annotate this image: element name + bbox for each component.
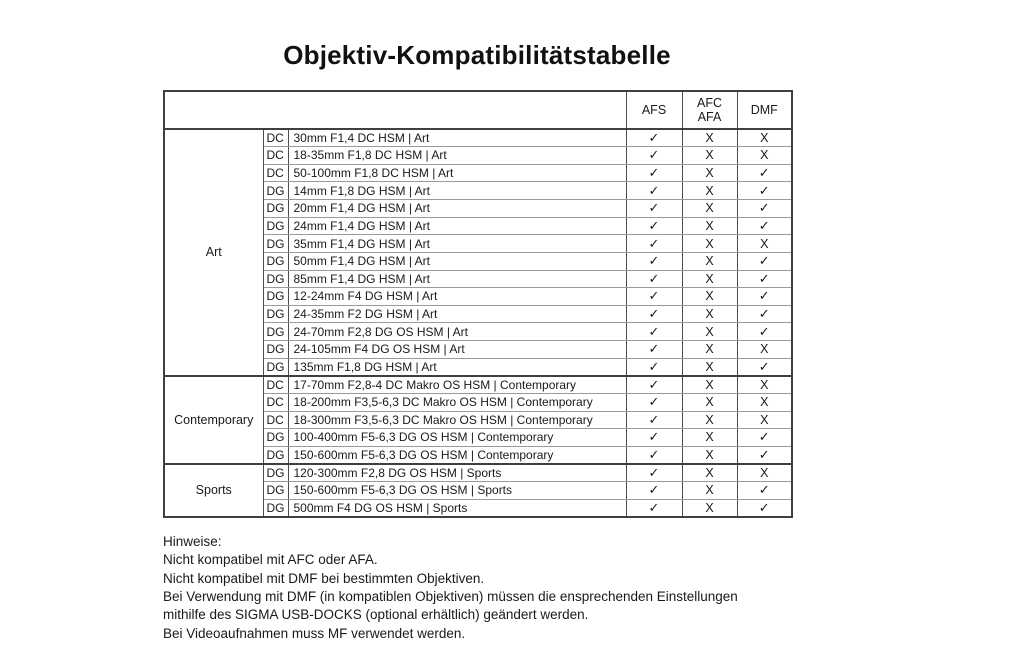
- afc-afa-mark-cell: [682, 147, 737, 165]
- afs-mark-cell: [626, 129, 682, 147]
- category-cell-contemporary: Contemporary: [164, 376, 263, 464]
- check-mark-icon: ✓: [758, 165, 770, 181]
- afs-mark-cell: [626, 217, 682, 235]
- dmf-mark-cell: [737, 182, 792, 200]
- header-row: [164, 91, 792, 129]
- afs-mark-cell: [626, 464, 682, 482]
- afc-afa-mark-cell: [682, 358, 737, 376]
- check-mark-icon: ✓: [648, 130, 660, 146]
- x-mark-icon: X: [705, 183, 714, 198]
- lens-name-cell: 18-35mm F1,8 DC HSM | Art: [288, 147, 626, 165]
- afs-mark-cell: [626, 499, 682, 517]
- column-header-dmf-label: DMF: [750, 103, 778, 117]
- lens-type-cell: DC: [263, 376, 288, 394]
- lens-name-cell: 85mm F1,4 DG HSM | Art: [288, 270, 626, 288]
- lens-type-cell: DG: [263, 499, 288, 517]
- lens-name-cell: 17-70mm F2,8-4 DC Makro OS HSM | Contemporary: [288, 376, 626, 394]
- table-row: [164, 129, 792, 147]
- lens-type-cell: DG: [263, 182, 288, 200]
- lens-name-cell: 20mm F1,4 DG HSM | Art: [288, 200, 626, 218]
- lens-type-cell: DC: [263, 411, 288, 429]
- dmf-mark-cell: [737, 235, 792, 253]
- table-row: [164, 464, 792, 482]
- lens-name-cell: 50-100mm F1,8 DC HSM | Art: [288, 164, 626, 182]
- afc-afa-mark-cell: [682, 288, 737, 306]
- afc-afa-mark-cell: [682, 482, 737, 500]
- check-mark-icon: ✓: [648, 358, 660, 374]
- dmf-mark-cell: [737, 252, 792, 270]
- check-mark-icon: ✓: [758, 306, 770, 322]
- lens-name-cell: 120-300mm F2,8 DG OS HSM | Sports: [288, 464, 626, 482]
- x-mark-icon: X: [705, 148, 714, 163]
- dmf-mark-cell: [737, 288, 792, 306]
- afs-mark-cell: [626, 164, 682, 182]
- category-cell-art: Art: [164, 129, 263, 376]
- afs-mark-cell: [626, 341, 682, 359]
- x-mark-icon: X: [760, 148, 769, 163]
- check-mark-icon: ✓: [648, 200, 660, 216]
- afc-afa-mark-cell: [682, 464, 737, 482]
- notes-heading: Hinweise:: [163, 533, 222, 549]
- x-mark-icon: X: [705, 254, 714, 269]
- afs-mark-cell: [626, 358, 682, 376]
- note-line: Nicht kompatibel mit DMF bei bestimmten Objektiven.: [163, 570, 485, 586]
- check-mark-icon: ✓: [758, 217, 770, 233]
- x-mark-icon: X: [760, 395, 769, 410]
- lens-type-cell: DG: [263, 482, 288, 500]
- afc-afa-mark-cell: [682, 129, 737, 147]
- dmf-mark-cell: [737, 305, 792, 323]
- column-header-afc-label: AFC: [697, 96, 722, 110]
- check-mark-icon: ✓: [758, 429, 770, 445]
- lens-type-cell: DG: [263, 235, 288, 253]
- lens-name-cell: 150-600mm F5-6,3 DG OS HSM | Contemporary: [288, 446, 626, 464]
- afc-afa-mark-cell: [682, 393, 737, 411]
- lens-name-cell: 500mm F4 DG OS HSM | Sports: [288, 499, 626, 517]
- lens-type-cell: DC: [263, 147, 288, 165]
- x-mark-icon: X: [705, 359, 714, 374]
- dmf-mark-cell: [737, 446, 792, 464]
- note-line: Bei Verwendung mit DMF (in kompatiblen Objektiven) müssen die ensprechenden Einstellungen: [163, 588, 738, 604]
- x-mark-icon: X: [705, 166, 714, 181]
- table-corner-cell: [164, 91, 626, 129]
- dmf-mark-cell: [737, 411, 792, 429]
- dmf-mark-cell: [737, 358, 792, 376]
- afc-afa-mark-cell: [682, 182, 737, 200]
- lens-type-cell: DG: [263, 252, 288, 270]
- x-mark-icon: X: [705, 500, 714, 515]
- x-mark-icon: X: [705, 201, 714, 216]
- check-mark-icon: ✓: [648, 482, 660, 498]
- x-mark-icon: X: [705, 307, 714, 322]
- check-mark-icon: ✓: [758, 270, 770, 286]
- content-area: [163, 0, 923, 643]
- afs-mark-cell: [626, 482, 682, 500]
- lens-type-cell: DG: [263, 288, 288, 306]
- x-mark-icon: X: [760, 465, 769, 480]
- check-mark-icon: ✓: [648, 394, 660, 410]
- afs-mark-cell: [626, 182, 682, 200]
- check-mark-icon: ✓: [648, 499, 660, 515]
- afs-mark-cell: [626, 323, 682, 341]
- afs-mark-cell: [626, 376, 682, 394]
- check-mark-icon: ✓: [758, 482, 770, 498]
- afc-afa-mark-cell: [682, 217, 737, 235]
- check-mark-icon: ✓: [648, 235, 660, 251]
- x-mark-icon: X: [705, 289, 714, 304]
- check-mark-icon: ✓: [758, 182, 770, 198]
- dmf-mark-cell: [737, 217, 792, 235]
- page-title: Objektiv-Kompatibilitätstabelle: [283, 40, 671, 70]
- lens-type-cell: DG: [263, 217, 288, 235]
- lens-type-cell: DG: [263, 305, 288, 323]
- afs-mark-cell: [626, 305, 682, 323]
- note-line: Bei Videoaufnahmen muss MF verwendet werden.: [163, 625, 466, 641]
- x-mark-icon: X: [760, 412, 769, 427]
- x-mark-icon: X: [705, 430, 714, 445]
- dmf-mark-cell: [737, 464, 792, 482]
- check-mark-icon: ✓: [648, 446, 660, 462]
- notes: [163, 533, 923, 643]
- check-mark-icon: ✓: [758, 358, 770, 374]
- lens-type-cell: DG: [263, 200, 288, 218]
- lens-type-cell: DC: [263, 164, 288, 182]
- afc-afa-mark-cell: [682, 164, 737, 182]
- check-mark-icon: ✓: [648, 306, 660, 322]
- category-cell-sports: Sports: [164, 464, 263, 517]
- x-mark-icon: X: [760, 131, 769, 146]
- column-header-afs: [626, 91, 682, 129]
- x-mark-icon: X: [705, 218, 714, 233]
- dmf-mark-cell: [737, 499, 792, 517]
- dmf-mark-cell: [737, 147, 792, 165]
- afc-afa-mark-cell: [682, 323, 737, 341]
- check-mark-icon: ✓: [648, 217, 660, 233]
- afs-mark-cell: [626, 393, 682, 411]
- lens-type-cell: DC: [263, 393, 288, 411]
- lens-type-cell: DG: [263, 341, 288, 359]
- afs-mark-cell: [626, 411, 682, 429]
- x-mark-icon: X: [705, 447, 714, 462]
- dmf-mark-cell: [737, 482, 792, 500]
- afc-afa-mark-cell: [682, 305, 737, 323]
- lens-name-cell: 12-24mm F4 DG HSM | Art: [288, 288, 626, 306]
- lens-name-cell: 35mm F1,4 DG HSM | Art: [288, 235, 626, 253]
- check-mark-icon: ✓: [648, 376, 660, 392]
- dmf-mark-cell: [737, 129, 792, 147]
- afs-mark-cell: [626, 235, 682, 253]
- dmf-mark-cell: [737, 164, 792, 182]
- lens-type-cell: DG: [263, 323, 288, 341]
- afc-afa-mark-cell: [682, 200, 737, 218]
- table-body: [164, 129, 792, 517]
- check-mark-icon: ✓: [648, 341, 660, 357]
- dmf-mark-cell: [737, 270, 792, 288]
- x-mark-icon: X: [760, 236, 769, 251]
- lens-type-cell: DC: [263, 129, 288, 147]
- lens-name-cell: 18-200mm F3,5-6,3 DC Makro OS HSM | Contemporary: [288, 393, 626, 411]
- check-mark-icon: ✓: [758, 499, 770, 515]
- lens-type-cell: DG: [263, 429, 288, 447]
- x-mark-icon: X: [705, 131, 714, 146]
- x-mark-icon: X: [705, 465, 714, 480]
- x-mark-icon: X: [705, 236, 714, 251]
- check-mark-icon: ✓: [758, 446, 770, 462]
- note-line: mithilfe des SIGMA USB-DOCKS (optional erhältlich) geändert werden.: [163, 607, 589, 623]
- dmf-mark-cell: [737, 393, 792, 411]
- compatibility-table: [163, 90, 793, 518]
- afc-afa-mark-cell: [682, 446, 737, 464]
- check-mark-icon: ✓: [648, 165, 660, 181]
- afc-afa-mark-cell: [682, 235, 737, 253]
- dmf-mark-cell: [737, 200, 792, 218]
- x-mark-icon: X: [760, 342, 769, 357]
- dmf-mark-cell: [737, 323, 792, 341]
- column-header-afc-afa: [682, 91, 737, 129]
- lens-name-cell: 50mm F1,4 DG HSM | Art: [288, 252, 626, 270]
- column-header-afa-label: AFA: [697, 110, 722, 124]
- lens-name-cell: 100-400mm F5-6,3 DG OS HSM | Contemporary: [288, 429, 626, 447]
- check-mark-icon: ✓: [758, 253, 770, 269]
- afs-mark-cell: [626, 270, 682, 288]
- dmf-mark-cell: [737, 341, 792, 359]
- afs-mark-cell: [626, 429, 682, 447]
- afc-afa-mark-cell: [682, 252, 737, 270]
- afs-mark-cell: [626, 446, 682, 464]
- x-mark-icon: X: [705, 271, 714, 286]
- lens-type-cell: DG: [263, 270, 288, 288]
- lens-name-cell: 150-600mm F5-6,3 DG OS HSM | Sports: [288, 482, 626, 500]
- check-mark-icon: ✓: [648, 411, 660, 427]
- lens-type-cell: DG: [263, 464, 288, 482]
- afc-afa-mark-cell: [682, 411, 737, 429]
- lens-name-cell: 24mm F1,4 DG HSM | Art: [288, 217, 626, 235]
- check-mark-icon: ✓: [648, 288, 660, 304]
- lens-name-cell: 135mm F1,8 DG HSM | Art: [288, 358, 626, 376]
- dmf-mark-cell: [737, 429, 792, 447]
- lens-name-cell: 24-105mm F4 DG OS HSM | Art: [288, 341, 626, 359]
- afc-afa-mark-cell: [682, 376, 737, 394]
- check-mark-icon: ✓: [648, 253, 660, 269]
- column-header-afs-label: AFS: [641, 103, 667, 117]
- afs-mark-cell: [626, 200, 682, 218]
- x-mark-icon: X: [705, 412, 714, 427]
- lens-name-cell: 30mm F1,4 DC HSM | Art: [288, 129, 626, 147]
- lens-name-cell: 18-300mm F3,5-6,3 DC Makro OS HSM | Contemporary: [288, 411, 626, 429]
- x-mark-icon: X: [705, 483, 714, 498]
- check-mark-icon: ✓: [648, 323, 660, 339]
- afc-afa-mark-cell: [682, 270, 737, 288]
- lens-name-cell: 24-70mm F2,8 DG OS HSM | Art: [288, 323, 626, 341]
- column-header-dmf: [737, 91, 792, 129]
- lens-type-cell: DG: [263, 358, 288, 376]
- check-mark-icon: ✓: [758, 323, 770, 339]
- x-mark-icon: X: [705, 395, 714, 410]
- x-mark-icon: X: [760, 377, 769, 392]
- x-mark-icon: X: [705, 342, 714, 357]
- afc-afa-mark-cell: [682, 341, 737, 359]
- lens-type-cell: DG: [263, 446, 288, 464]
- check-mark-icon: ✓: [648, 270, 660, 286]
- check-mark-icon: ✓: [648, 147, 660, 163]
- afs-mark-cell: [626, 252, 682, 270]
- x-mark-icon: X: [705, 324, 714, 339]
- check-mark-icon: ✓: [648, 464, 660, 480]
- x-mark-icon: X: [705, 377, 714, 392]
- check-mark-icon: ✓: [758, 288, 770, 304]
- notes-lines: [163, 551, 923, 643]
- note-line: Nicht kompatibel mit AFC oder AFA.: [163, 552, 378, 568]
- afc-afa-mark-cell: [682, 499, 737, 517]
- lens-name-cell: 24-35mm F2 DG HSM | Art: [288, 305, 626, 323]
- afc-afa-mark-cell: [682, 429, 737, 447]
- dmf-mark-cell: [737, 376, 792, 394]
- check-mark-icon: ✓: [648, 429, 660, 445]
- lens-name-cell: 14mm F1,8 DG HSM | Art: [288, 182, 626, 200]
- afs-mark-cell: [626, 147, 682, 165]
- check-mark-icon: ✓: [758, 200, 770, 216]
- afs-mark-cell: [626, 288, 682, 306]
- table-header: [164, 91, 792, 129]
- check-mark-icon: ✓: [648, 182, 660, 198]
- table-row: [164, 376, 792, 394]
